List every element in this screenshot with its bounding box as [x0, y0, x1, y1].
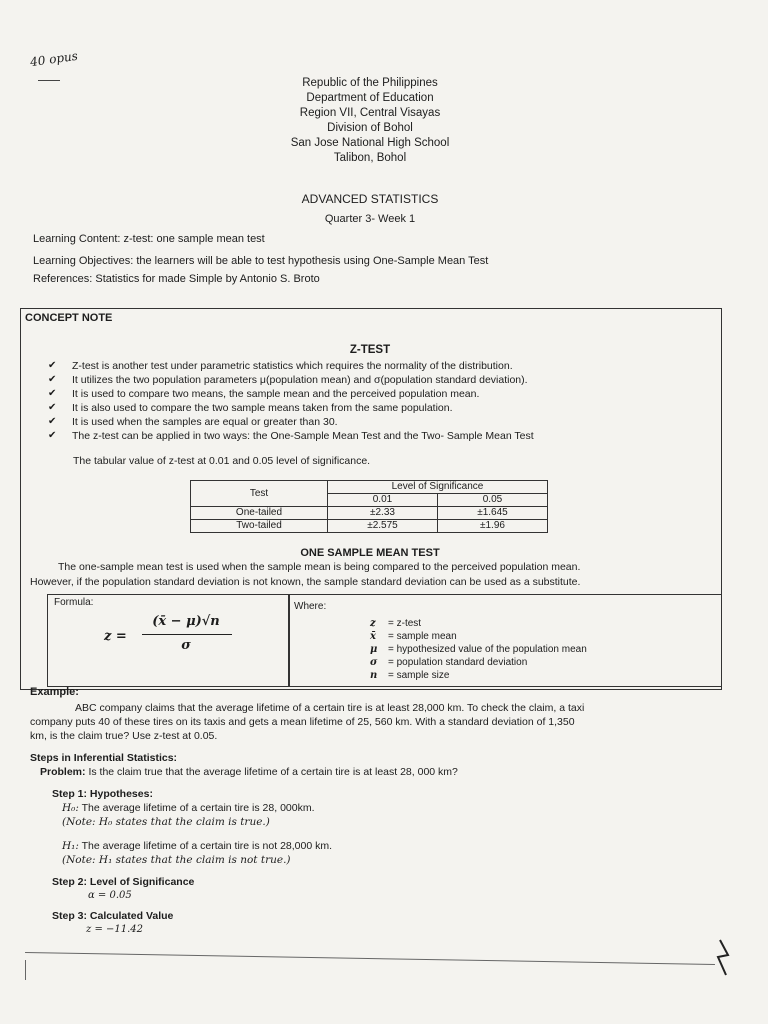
significance-table [190, 480, 548, 533]
header-line: Region VII, Central Visayas [299, 107, 441, 119]
step2-label: Step 2: Level of Significance [52, 876, 195, 888]
fraction-bar [142, 634, 232, 635]
h0-symbol: H₀: [62, 802, 79, 814]
h1-row [62, 840, 332, 852]
h0-text: The average lifetime of a certain tire is 28, 000km. [81, 802, 315, 814]
header-line: Talibon, Bohol [333, 152, 407, 164]
example-line: ABC company claims that the average lifetime of a certain tire is at least 28,000 km. To check the claim, a taxi [75, 702, 585, 714]
table-header-level: Level of Significance [328, 481, 548, 494]
where-item: n = sample size [370, 670, 450, 681]
header-line: San Jose National High School [290, 137, 450, 149]
example-line: km, is the claim true? Use z-test at 0.05. [30, 730, 218, 742]
one-sample-para2: However, if the population standard deviation is not known, the sample standard deviation can be used as a substitute. [30, 576, 581, 588]
check-icon: ✔ [48, 374, 57, 385]
alpha-value: α = 0.05 [88, 890, 132, 901]
ink-mark [690, 935, 750, 985]
one-sample-title: ONE SAMPLE MEAN TEST [300, 547, 440, 559]
h1-symbol: H₁: [62, 840, 79, 852]
problem-text: Is the claim true that the average lifetime of a certain tire is at least 28, 000 km? [88, 766, 458, 778]
problem-label: Problem: [40, 766, 86, 778]
header-line: Republic of the Philippines [302, 77, 438, 89]
where-box [288, 594, 722, 687]
check-icon: ✔ [48, 416, 57, 427]
problem-row [40, 766, 458, 778]
header-line: Department of Education [306, 92, 434, 104]
formula-lhs: z = [104, 629, 127, 644]
example-line: company puts 40 of these tires on its taxis and gets a mean lifetime of 25, 560 km. With a standard deviation of 1,350 [30, 716, 575, 728]
learning-objectives: Learning Objectives: the learners will be able to test hypothesis using One-Sample Mean Test [33, 255, 489, 267]
table-col-001: 0.01 [328, 494, 438, 507]
table-header-test: Test [191, 481, 328, 507]
subject-title: ADVANCED STATISTICS [301, 192, 439, 206]
tabular-note: The tabular value of z-test at 0.01 and 0.05 level of significance. [73, 455, 371, 467]
step1-label: Step 1: Hypotheses: [52, 788, 153, 800]
h1-note: (Note: H₁ states that the claim is not true.) [62, 854, 291, 866]
bottom-corner [25, 960, 26, 980]
where-item: μ = hypothesized value of the population mean [370, 644, 587, 655]
where-item: z = z-test [370, 618, 422, 629]
formula-denominator: σ [181, 638, 191, 653]
step3-label: Step 3: Calculated Value [52, 910, 174, 922]
learning-content: Learning Content: z-test: one sample mean test [33, 233, 265, 245]
handwritten-note: 40 opus [29, 48, 79, 70]
steps-label: Steps in Inferential Statistics: [30, 752, 178, 764]
ztest-title: Z-TEST [349, 344, 391, 356]
concept-note-label: CONCEPT NOTE [25, 312, 113, 324]
check-icon: ✔ [48, 360, 57, 371]
where-item: σ = population standard deviation [370, 657, 528, 668]
quarter-title: Quarter 3- Week 1 [324, 213, 416, 225]
formula-numerator: (x̄ − μ)√n [152, 614, 220, 629]
h0-row [62, 802, 315, 814]
school-header [0, 76, 740, 166]
check-icon: ✔ [48, 402, 57, 413]
table-row: Two-tailed ±2.575 ±1.96 [191, 520, 548, 533]
references: References: Statistics for made Simple by Antonio S. Broto [33, 273, 320, 285]
check-icon: ✔ [48, 388, 57, 399]
h0-note: (Note: H₀ states that the claim is true.) [62, 816, 270, 828]
check-icon: ✔ [48, 430, 57, 441]
one-sample-para1: The one-sample mean test is used when the sample mean is being compared to the perceived population mean. [58, 561, 581, 573]
example-label: Example: [30, 686, 79, 698]
header-line: Division of Bohol [327, 122, 413, 134]
where-item: x̄ = sample mean [370, 631, 457, 642]
where-label: Where: [294, 601, 327, 612]
table-row: One-tailed ±2.33 ±1.645 [191, 507, 548, 520]
formula-label: Formula: [54, 597, 94, 608]
z-value: z = −11.42 [86, 924, 144, 935]
bottom-divider [25, 952, 715, 965]
table-col-005: 0.05 [437, 494, 547, 507]
h1-text: The average lifetime of a certain tire is not 28,000 km. [81, 840, 333, 852]
